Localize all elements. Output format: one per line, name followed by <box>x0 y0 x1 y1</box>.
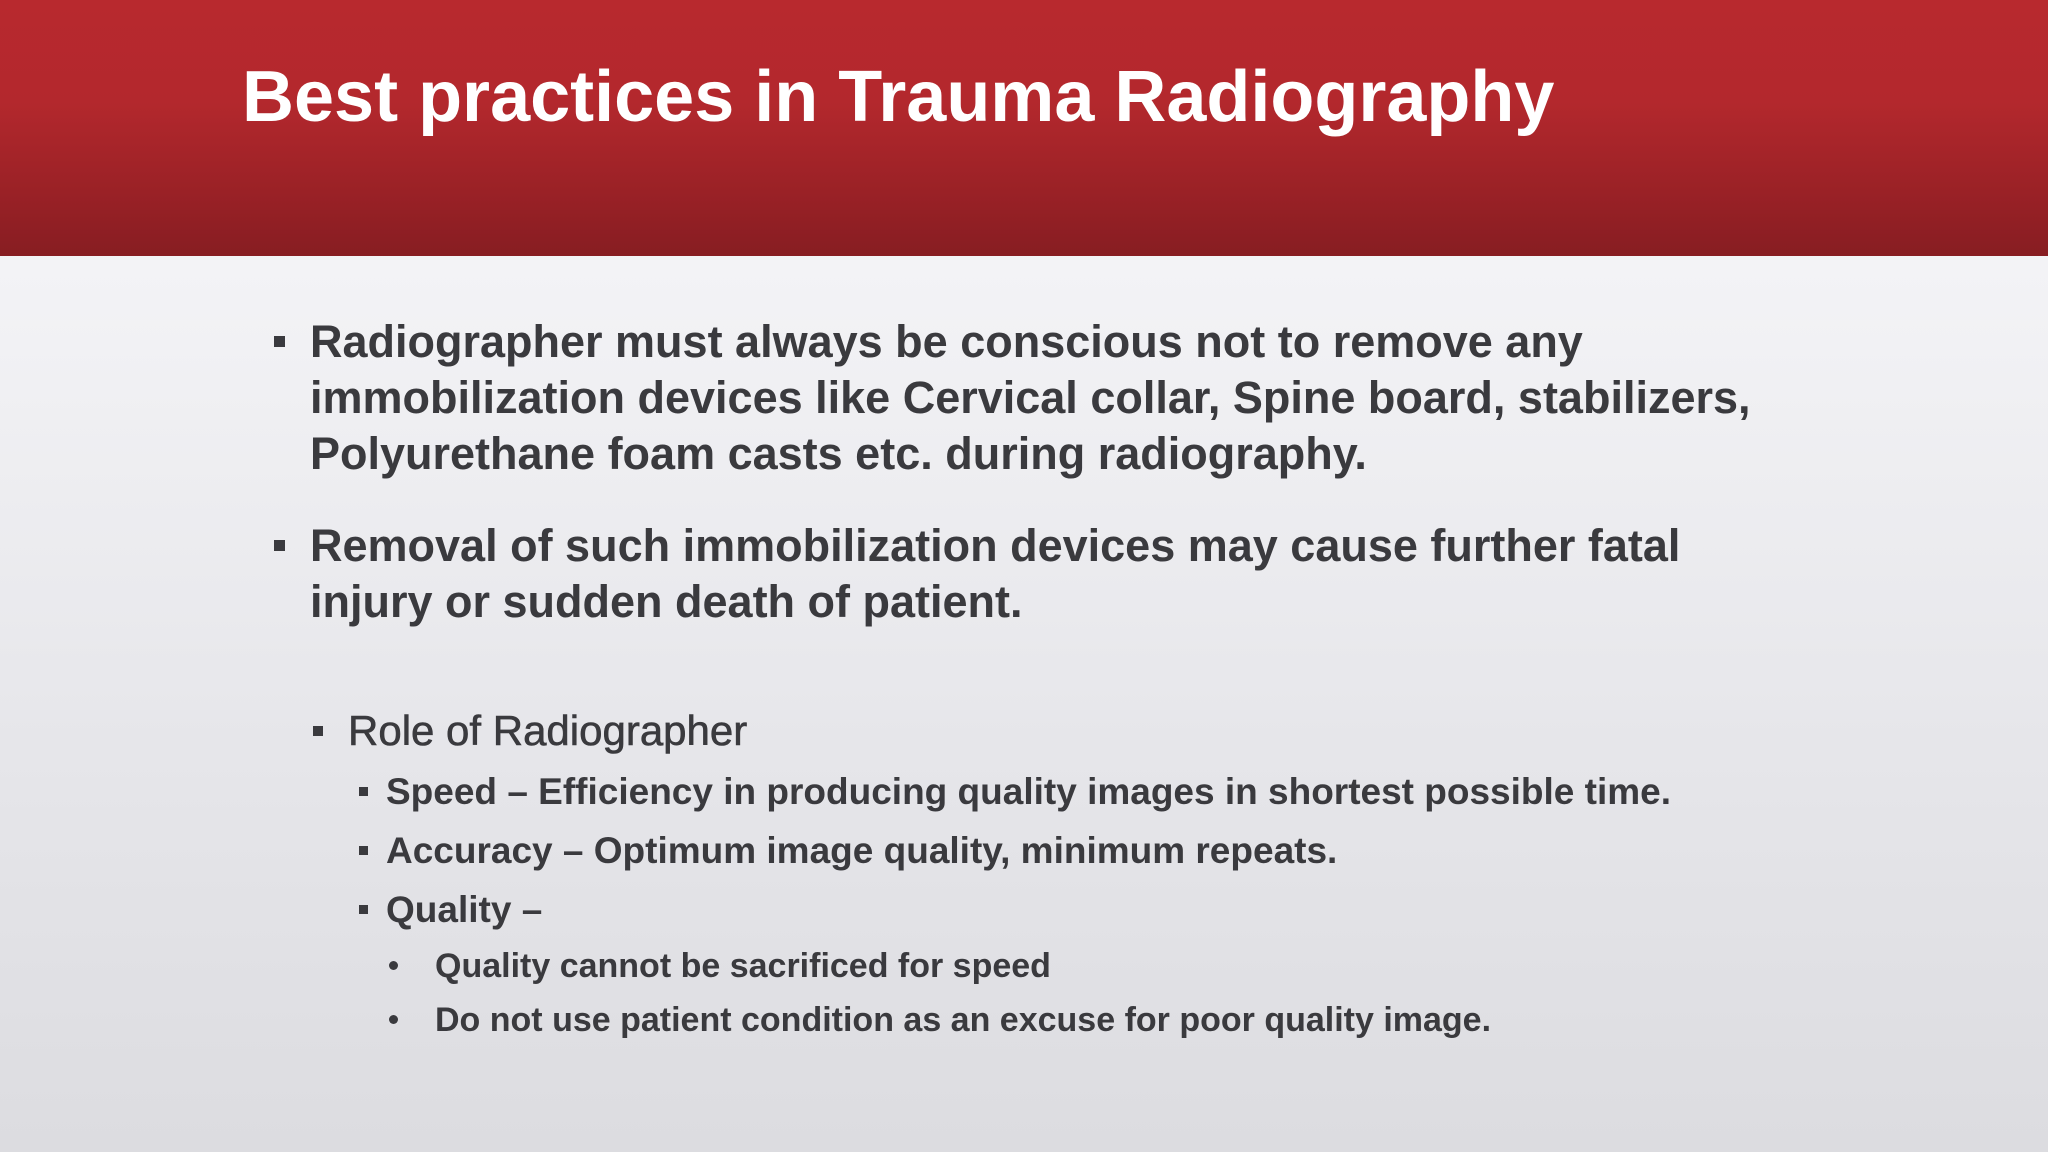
square-bullet-icon <box>359 905 368 914</box>
bullet-1-line-1: Radiographer must always be conscious not to remove any <box>310 316 1583 367</box>
bullet-1-line-3: Polyurethane foam casts etc. during radiography. <box>310 428 1367 479</box>
round-bullet-icon <box>389 961 398 970</box>
slide-title: Best practices in Trauma Radiography <box>242 57 1555 137</box>
bullet-2-line-1: Removal of such immobilization devices may cause further fatal <box>310 520 1681 571</box>
bullet-1-line-2: immobilization devices like Cervical collar, Spine board, stabilizers, <box>310 372 1751 423</box>
bullet-2-line-2: injury or sudden death of patient. <box>310 576 1023 627</box>
square-bullet-icon <box>359 787 368 796</box>
role-item-speed: Speed – Efficiency in producing quality images in shortest possible time. <box>386 771 1672 812</box>
role-item-quality: Quality – <box>386 889 543 930</box>
round-bullet-icon <box>389 1015 398 1024</box>
square-bullet-icon <box>359 846 368 855</box>
quality-point-2: Do not use patient condition as an excuse for poor quality image. <box>435 1001 1492 1039</box>
role-heading: Role of Radiographer <box>348 707 748 754</box>
quality-point-1: Quality cannot be sacrificed for speed <box>435 947 1051 985</box>
role-item-accuracy: Accuracy – Optimum image quality, minimum repeats. <box>386 830 1338 871</box>
square-bullet-icon <box>274 336 285 347</box>
square-bullet-icon <box>313 726 323 736</box>
square-bullet-icon <box>274 540 285 551</box>
